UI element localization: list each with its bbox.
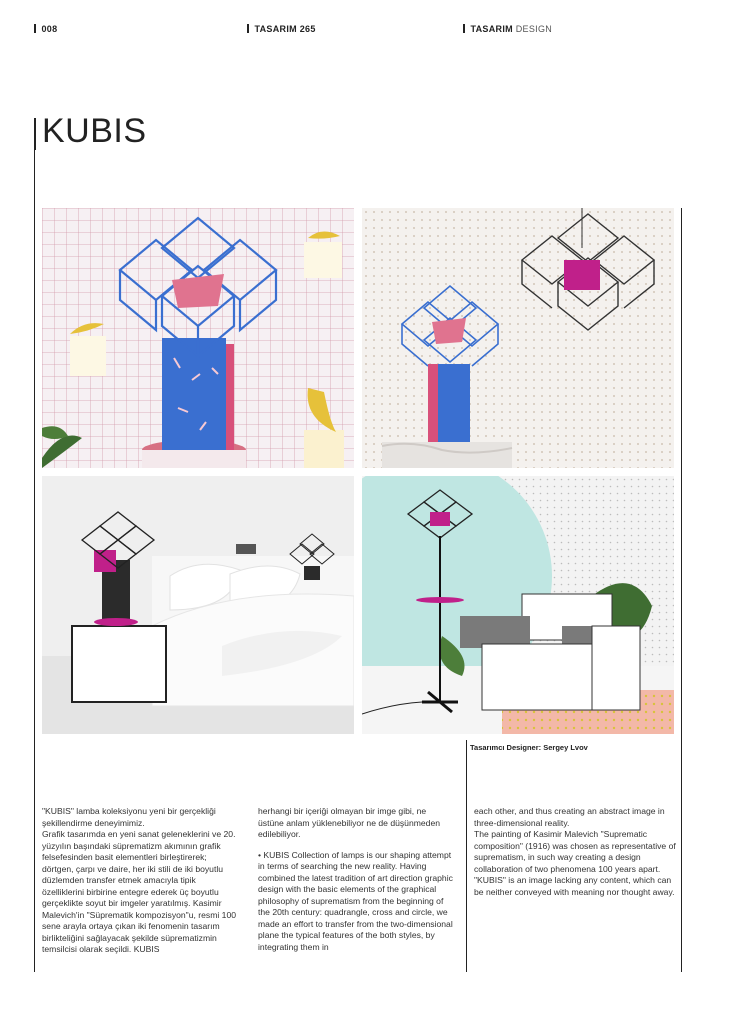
photo-floor-lamp-armchair xyxy=(362,476,674,734)
column-rule xyxy=(466,740,467,972)
text-column-2 xyxy=(258,806,454,953)
col2-tr-continuation: herhangi bir içeriği olmayan bir imge gibi, ne üstüne anlam yüklenebiliyor ne de düşünmeden edilebiliyor. xyxy=(258,806,441,839)
col2-en-start: • KUBIS Collection of lamps is our shaping attempt in terms of searching the new reality. Having combined the latest tradition of art direction graphic design with the basic elements of the graphical philosophy of suprematism from the beginning of the 20th century: quadrangle, cross and circle, we made an effort to transfer from the two-dimensional plane the typical features of the both styles, by integrating them in xyxy=(258,849,453,952)
section-label: TASARIM DESIGN xyxy=(463,24,552,34)
col3-en-continuation: each other, and thus creating an abstract image in three-dimensional reality. xyxy=(474,806,665,828)
text-column-1 xyxy=(42,806,238,956)
photo-lamps-bedroom xyxy=(42,476,354,734)
designer-credit: Tasarımcı Designer: Sergey Lvov xyxy=(470,743,588,752)
photo-blue-cross-lamp xyxy=(42,208,354,468)
left-rule xyxy=(34,150,35,972)
page-number: 008 xyxy=(34,24,57,34)
text-column-3 xyxy=(474,806,676,898)
col3-closing: "KUBIS" is an image lacking any content, which can be neither conveyed with meaning nor thought away. xyxy=(474,875,675,897)
page-title: KUBIS xyxy=(42,112,147,150)
photo-two-lamps-dotted xyxy=(362,208,674,468)
title-rule xyxy=(34,118,36,150)
col3-malevich: The painting of Kasimir Malevich "Suprematic composition" (1916) was chosen as representative of suprematism, in such way creating a design collaboration of two phenomena 100 years apart. xyxy=(474,829,676,874)
col1-intro: "KUBIS" lamba koleksiyonu yeni bir gerçekliği şekillendirme deneyimimiz. xyxy=(42,806,216,828)
col1-body: Grafik tasarımda en yeni sanat geleneklerini ve 20. yüzyılın başındaki süprematizm akımının grafik felsefesinden basit elementleri birleştirerek; dörtgen, çarpı ve daire, her iki stili de iki boyutlu düzlemden transfer etmek amacıyla tipik özelliklerini birbirine entegre ederek üç boyutlu gerçeklikte soyut bir imgeler yaratılmış. Kasimir Malevich'in "Süprematik kompozisyon"u, resmi 100 sene arayla ortaya çıkan iki fenomenin tasarım birlikteliğini sağlayacak şekilde süprematizmin temsilcisi olarak seçildi. KUBIS xyxy=(42,829,237,954)
right-rule xyxy=(681,208,682,972)
magazine-issue: TASARIM 265 xyxy=(247,24,316,34)
